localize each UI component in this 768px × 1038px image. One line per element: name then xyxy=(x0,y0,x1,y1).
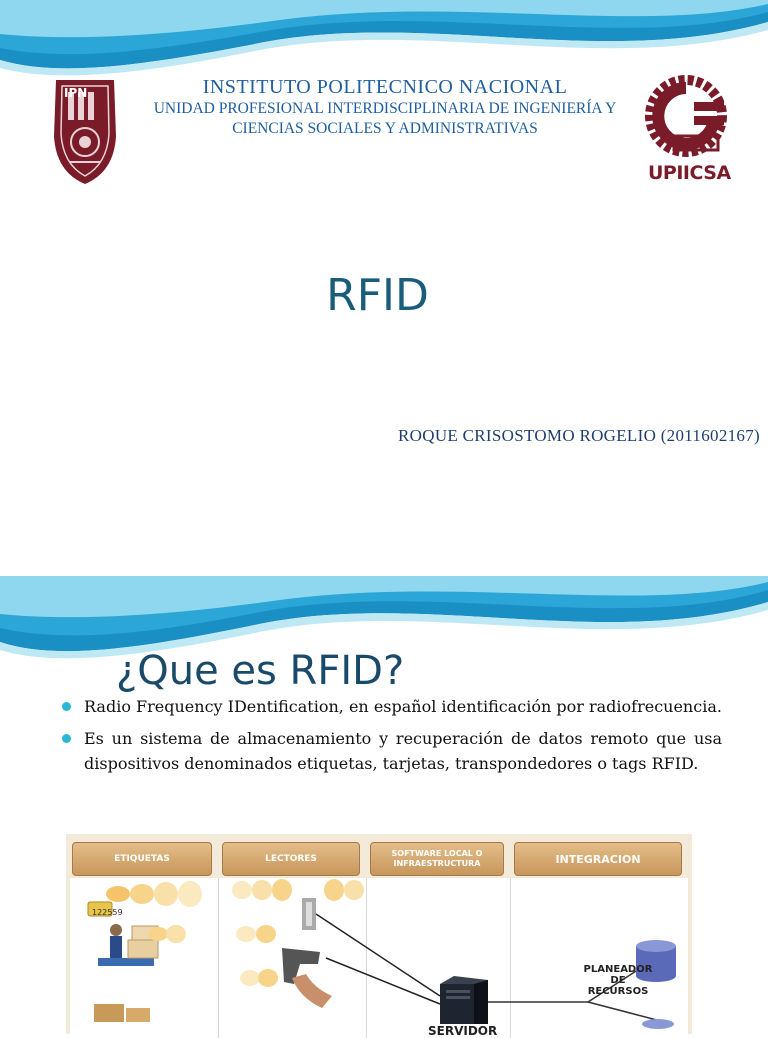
slide-title: ¿Que es RFID? xyxy=(116,648,405,694)
diagram-illustration xyxy=(70,878,688,1024)
unit-name-line2: CIENCIAS SOCIALES Y ADMINISTRATIVAS xyxy=(232,120,538,137)
diagram-header-readers xyxy=(222,842,360,876)
bullet-item xyxy=(62,694,722,719)
bullet-icon xyxy=(62,702,71,711)
server-label: SERVIDOR xyxy=(428,1024,498,1038)
diagram-header-label: LECTORES xyxy=(265,854,317,864)
resource-planner-label: PLANEADOR DE RECURSOS xyxy=(583,964,653,997)
server-icon xyxy=(440,976,488,1024)
diagram-header-software xyxy=(370,842,504,876)
reader-gate-icon xyxy=(232,879,364,930)
tag-number-label: 122559 xyxy=(92,908,123,917)
unit-name xyxy=(120,99,650,139)
header-wave-graphic xyxy=(0,0,768,80)
database-icon xyxy=(642,1019,674,1029)
bullet-text: Es un sistema de almacenamiento y recuperación de datos remoto que usa dispositivos denominados etiquetas, tarjetas, transpondedores o tags RFID. xyxy=(84,729,722,773)
diagram-header-tags xyxy=(72,842,212,876)
diagram-header-label: ETIQUETAS xyxy=(114,854,170,864)
author-name: ROQUE CRISOSTOMO ROGELIO (2011602167) xyxy=(398,426,760,445)
diagram-header-integration xyxy=(514,842,682,876)
bullet-list xyxy=(62,694,722,783)
unit-name-line1: UNIDAD PROFESIONAL INTERDISCIPLINARIA DE INGENIERÍA Y xyxy=(153,100,617,117)
slide-title: RFID xyxy=(326,270,429,321)
rfid-system-diagram xyxy=(66,834,692,1038)
bullet-icon xyxy=(62,734,71,743)
diagram-header-label: INTEGRACION xyxy=(555,852,641,866)
bullet-text: Radio Frequency IDentification, en español identificación por radiofrecuencia. xyxy=(84,697,722,716)
definition-slide xyxy=(0,576,768,1038)
bullet-item xyxy=(62,726,722,776)
upiicsa-logo-text: UPIICSA xyxy=(648,162,731,184)
ipn-logo-text: IPN xyxy=(64,86,88,100)
diagram-header-label: SOFTWARE LOCAL O INFRAESTRUCTURA xyxy=(391,849,483,868)
handheld-reader-icon xyxy=(236,925,332,1008)
warehouse-worker-icon xyxy=(98,924,186,966)
institution-name: INSTITUTO POLITECNICO NACIONAL xyxy=(202,76,568,98)
